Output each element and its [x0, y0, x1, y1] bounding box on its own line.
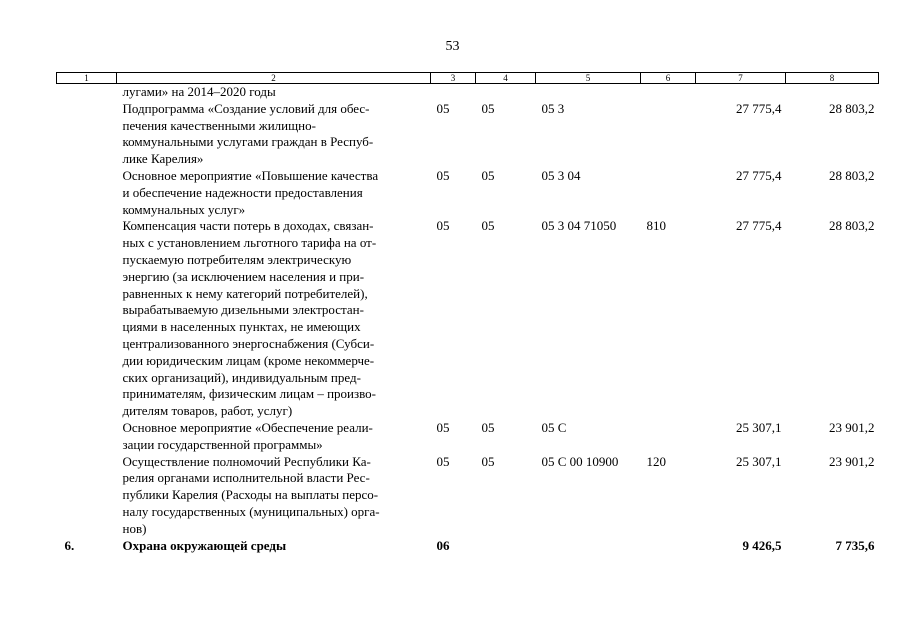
row-name-line: централизованного энергоснабжения (Субси-	[122, 335, 375, 351]
row-name-line: Охрана окружающей среды	[122, 537, 287, 553]
row-name-line: коммунальными услугами граждан в Респуб-	[122, 134, 374, 150]
row-index-cell: 6.	[64, 537, 75, 553]
row-section-cell: 05	[436, 453, 450, 469]
table-row	[57, 101, 879, 168]
row-target-article-cell: 05 3	[541, 100, 565, 116]
row-amount-year2-cell	[786, 84, 879, 101]
row-index-cell	[57, 420, 117, 454]
header-col-5: 5	[536, 73, 641, 84]
table-row	[57, 420, 879, 454]
row-name-line: Подпрограмма «Создание условий для обес-	[122, 100, 370, 116]
page-number: 53	[445, 39, 460, 54]
row-index-cell	[57, 454, 117, 538]
row-name-line: публики Карелия (Расходы на выплаты персо-	[122, 487, 379, 503]
row-expense-type-cell	[641, 538, 696, 555]
row-section-cell: 05	[436, 100, 450, 116]
table-body	[57, 84, 879, 555]
header-col-8: 8	[786, 73, 879, 84]
row-section-cell: 05	[436, 419, 450, 435]
row-name-cell	[117, 84, 431, 101]
table-row	[57, 454, 879, 538]
row-amount-year1-cell: 27 775,4	[736, 218, 782, 234]
row-name-line: равненных к нему категорий потребителей),	[122, 285, 368, 301]
row-amount-year2-cell: 28 803,2	[829, 218, 875, 234]
row-target-article-cell	[536, 538, 641, 555]
row-subsection-cell: 05	[481, 218, 495, 234]
row-name-cell	[117, 101, 431, 168]
header-row	[57, 73, 879, 84]
row-expense-type-cell	[641, 168, 696, 218]
row-name-line: ских организаций), индивидуальным пред-	[122, 369, 361, 385]
row-name-line: Осуществление полномочий Республики Ка-	[122, 453, 371, 469]
row-subsection-cell: 05	[481, 167, 495, 183]
row-amount-year1-cell: 25 307,1	[736, 419, 782, 435]
row-amount-year1-cell	[696, 84, 786, 101]
table-row	[57, 168, 879, 218]
row-name-line: Компенсация части потерь в доходах, связан-	[122, 218, 374, 234]
budget-table	[56, 72, 879, 554]
row-index-cell	[57, 101, 117, 168]
header-col-1: 1	[57, 73, 117, 84]
row-amount-year1-cell: 27 775,4	[736, 167, 782, 183]
header-col-6: 6	[641, 73, 696, 84]
row-amount-year1-cell: 27 775,4	[736, 100, 782, 116]
row-name-line: вырабатываемую дизельными электростан-	[122, 302, 364, 318]
row-amount-year1-cell: 9 426,5	[742, 537, 782, 553]
row-amount-year2-cell: 28 803,2	[829, 167, 875, 183]
row-index-cell	[57, 218, 117, 420]
row-name-line: коммунальных услуг»	[122, 201, 246, 217]
header-col-3: 3	[431, 73, 476, 84]
row-target-article-cell: 05 С 00 10900	[541, 453, 619, 469]
row-name-line: релия органами исполнительной власти Рес-	[122, 470, 370, 486]
header-col-2: 2	[117, 73, 431, 84]
row-name-line: нов)	[122, 520, 147, 536]
row-name-cell	[117, 454, 431, 538]
row-name-cell	[117, 420, 431, 454]
row-name-line: лугами» на 2014–2020 годы	[122, 84, 276, 99]
row-target-article-cell: 05 С	[541, 419, 567, 435]
row-name-line: пускаемую потребителям электрическую	[122, 251, 352, 267]
row-name-line: энергию (за исключением населения и при-	[122, 268, 365, 284]
row-name-line: и обеспечение надежности предоставления	[122, 184, 363, 200]
row-section-cell: 06	[436, 537, 450, 553]
row-amount-year2-cell: 23 901,2	[829, 419, 875, 435]
row-name-line: Основное мероприятие «Повышение качества	[122, 167, 379, 183]
table-row	[57, 538, 879, 555]
row-subsection-cell: 05	[481, 453, 495, 469]
row-subsection-cell	[476, 84, 536, 101]
row-target-article-cell: 05 3 04 71050	[541, 218, 617, 234]
row-amount-year1-cell: 25 307,1	[736, 453, 782, 469]
row-expense-type-cell: 810	[646, 218, 666, 234]
row-expense-type-cell	[641, 420, 696, 454]
row-subsection-cell	[476, 538, 536, 555]
row-name-cell	[117, 168, 431, 218]
row-name-line: принимателям, физическим лицам – произво-	[122, 386, 376, 402]
row-section-cell	[431, 84, 476, 101]
row-name-line: дителям товаров, работ, услуг)	[122, 403, 293, 419]
row-subsection-cell: 05	[481, 100, 495, 116]
row-expense-type-cell	[641, 84, 696, 101]
row-name-line: зации государственной программы»	[122, 436, 323, 452]
row-amount-year2-cell: 23 901,2	[829, 453, 875, 469]
row-section-cell: 05	[436, 218, 450, 234]
row-amount-year2-cell: 28 803,2	[829, 100, 875, 116]
row-name-line: ных с установлением льготного тарифа на от-	[122, 235, 377, 251]
header-col-7: 7	[696, 73, 786, 84]
row-name-line: лике Карелия»	[122, 151, 204, 167]
row-name-line: циями в населенных пунктах, не имеющих	[122, 319, 361, 335]
row-subsection-cell: 05	[481, 419, 495, 435]
row-target-article-cell: 05 3 04	[541, 167, 581, 183]
row-index-cell	[57, 168, 117, 218]
row-name-line: налу государственных (муниципальных) орга-	[122, 503, 380, 519]
table-row	[57, 218, 879, 420]
row-target-article-cell	[536, 84, 641, 101]
row-expense-type-cell	[641, 101, 696, 168]
row-amount-year2-cell: 7 735,6	[835, 537, 875, 553]
row-name-cell	[117, 218, 431, 420]
row-name-line: печения качественными жилищно-	[122, 117, 316, 133]
row-name-cell	[117, 538, 431, 555]
header-col-4: 4	[476, 73, 536, 84]
row-expense-type-cell: 120	[646, 453, 666, 469]
row-name-line: Основное мероприятие «Обеспечение реали-	[122, 419, 373, 435]
row-section-cell: 05	[436, 167, 450, 183]
table-row	[57, 84, 879, 101]
row-name-line: дии юридическим лицам (кроме некоммерче-	[122, 352, 375, 368]
table-header	[57, 73, 879, 84]
row-index-cell	[57, 84, 117, 101]
